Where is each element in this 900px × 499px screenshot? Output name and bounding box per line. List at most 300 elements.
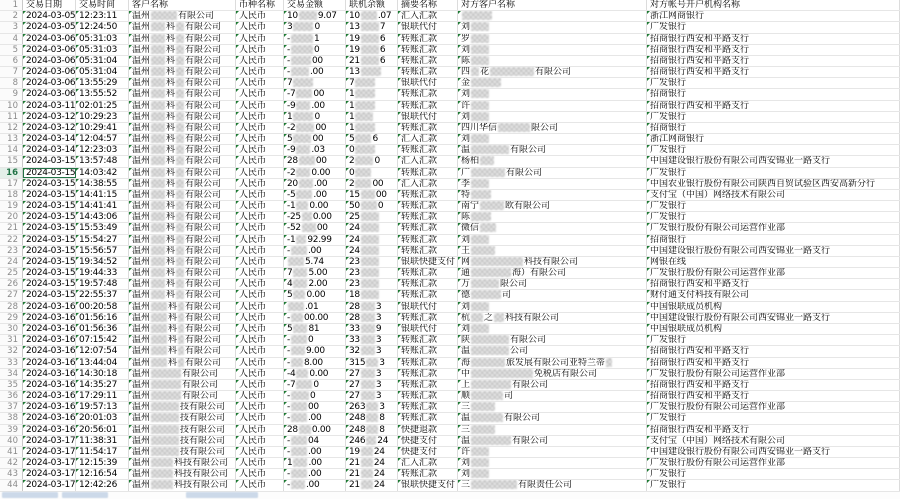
cell-balance[interactable]: 27 3 [346, 391, 398, 401]
cell-bank[interactable]: 广发银行股份有限公司运营作业部 [647, 458, 900, 468]
cell-currency[interactable]: 人民币 [236, 257, 284, 267]
cell-summary[interactable]: 转账汇款 [398, 56, 458, 66]
cell-bank[interactable]: 广发银行股份有限公司运营作业部 [647, 369, 900, 379]
cell-balance[interactable]: 33 9 [346, 324, 398, 334]
cell-bank[interactable]: 招商银行 [647, 89, 900, 99]
row-number[interactable]: 9 [0, 89, 23, 99]
cell-counterparty[interactable]: 许 [458, 447, 647, 457]
cell-customer[interactable]: 温州 科 有限公司 [129, 324, 236, 334]
cell-time[interactable]: 05:31:03 [76, 45, 129, 55]
cell-date[interactable]: 2024-03-16 [23, 335, 76, 345]
row-number[interactable]: 32 [0, 346, 23, 356]
cell-customer[interactable]: 温州 科 有限公司 [129, 190, 236, 200]
cell-time[interactable]: 11:38:31 [76, 436, 129, 446]
cell-date[interactable]: 2024-03-06 [23, 67, 76, 77]
cell-amount[interactable]: -25 0.00 [284, 212, 346, 222]
cell-balance[interactable]: 0 [346, 168, 398, 178]
cell-counterparty[interactable]: 刘 [458, 302, 647, 312]
cell-date[interactable]: 2024-03-06 [23, 56, 76, 66]
cell-amount[interactable]: -1 0.00 [284, 201, 346, 211]
cell-summary[interactable]: 快捷支付 [398, 436, 458, 446]
cell-bank[interactable]: 广发银行股份有限公司运营作业部 [647, 223, 900, 233]
row-number[interactable]: 35 [0, 380, 23, 390]
cell-date[interactable]: 2024-03-14 [23, 145, 76, 155]
cell-balance[interactable]: 28 3 [346, 302, 398, 312]
cell-bank[interactable]: 招商银行西安和平路支行 [647, 391, 900, 401]
cell-currency[interactable]: 人民币 [236, 67, 284, 77]
row-number[interactable]: 7 [0, 67, 23, 77]
cell-balance[interactable]: 24 [346, 235, 398, 245]
cell-balance[interactable]: 19 6 [346, 34, 398, 44]
row-number[interactable]: 20 [0, 212, 23, 222]
cell-date[interactable]: 2024-03-15 [23, 235, 76, 245]
cell-customer[interactable]: 温州 技有限公司 [129, 402, 236, 412]
cell-currency[interactable]: 人民币 [236, 413, 284, 423]
row-number[interactable]: 14 [0, 145, 23, 155]
cell-customer[interactable]: 温州 科 有限公司 [129, 56, 236, 66]
cell-summary[interactable]: 汇入汇款 [398, 11, 458, 21]
cell-currency[interactable]: 人民币 [236, 223, 284, 233]
cell-customer[interactable]: 温州 科 有限公司 [129, 22, 236, 32]
cell-date[interactable]: 2024-03-17 [23, 480, 76, 490]
cell-currency[interactable]: 人民币 [236, 458, 284, 468]
cell-summary[interactable]: 银联代付 [398, 78, 458, 88]
cell-balance[interactable]: 24 [346, 246, 398, 256]
cell-time[interactable]: 14:38:55 [76, 179, 129, 189]
cell-currency[interactable]: 人民币 [236, 302, 284, 312]
cell-balance[interactable]: 18 [346, 290, 398, 300]
cell-balance[interactable]: 2 00 [346, 179, 398, 189]
cell-customer[interactable]: 温州 科 有限公司 [129, 34, 236, 44]
cell-amount[interactable]: - .00 [284, 469, 346, 479]
cell-currency[interactable]: 人民币 [236, 212, 284, 222]
cell-date[interactable]: 2024-03-17 [23, 469, 76, 479]
cell-time[interactable]: 14:35:27 [76, 380, 129, 390]
row-number[interactable]: 31 [0, 335, 23, 345]
cell-summary[interactable]: 转账汇款 [398, 380, 458, 390]
cell-counterparty[interactable]: 温 有限公司 [458, 145, 647, 155]
cell-amount[interactable]: 28 0.00 [284, 425, 346, 435]
cell-date[interactable]: 2024-03-16 [23, 402, 76, 412]
cell-amount[interactable]: - 00 [284, 402, 346, 412]
cell-bank[interactable]: 招商银行西安和平路支行 [647, 45, 900, 55]
cell-bank[interactable]: 浙江网商银行 [647, 11, 900, 21]
cell-bank[interactable]: 招商银行西安和平路支行 [647, 346, 900, 356]
cell-date[interactable]: 2024-03-17 [23, 436, 76, 446]
row-number[interactable]: 1 [0, 0, 23, 10]
cell-amount[interactable]: 1 .00 [284, 458, 346, 468]
cell-amount[interactable]: -9 .03 [284, 145, 346, 155]
cell-summary[interactable]: 转账汇款 [398, 145, 458, 155]
cell-time[interactable]: 12:42:26 [76, 480, 129, 490]
cell-balance[interactable]: 21 24 [346, 458, 398, 468]
cell-counterparty[interactable]: 刘 [458, 45, 647, 55]
cell-customer[interactable]: 温州 科技有限公司 [129, 458, 236, 468]
cell-amount[interactable]: -2 0.00 [284, 168, 346, 178]
cell-date[interactable]: 2024-03-06 [23, 89, 76, 99]
cell-time[interactable]: 05:31:04 [76, 56, 129, 66]
cell-amount[interactable]: -2 00 [284, 123, 346, 133]
cell-amount[interactable]: 5.74 [284, 257, 346, 267]
cell-balance[interactable]: 248 8 [346, 425, 398, 435]
cell-date[interactable]: 2024-03-06 [23, 45, 76, 55]
cell-summary[interactable]: 转账汇款 [398, 67, 458, 77]
cell-counterparty[interactable]: 杭 之 科技有限公司 [458, 313, 647, 323]
cell-currency[interactable]: 人民币 [236, 168, 284, 178]
row-number[interactable]: 18 [0, 190, 23, 200]
cell-balance[interactable]: 1 [346, 101, 398, 111]
row-number[interactable]: 12 [0, 123, 23, 133]
cell-summary[interactable]: 转账汇款 [398, 313, 458, 323]
cell-bank[interactable]: 招商银行西安和平路支行 [647, 279, 900, 289]
cell-amount[interactable]: 4 2.00 [284, 279, 346, 289]
cell-bank[interactable]: 广发银行 [647, 168, 900, 178]
row-number[interactable]: 33 [0, 358, 23, 368]
cell-customer[interactable]: 温州 技有限公司 [129, 447, 236, 457]
cell-bank[interactable]: 支付宝（中国）网络技术有限公司 [647, 190, 900, 200]
cell-balance[interactable]: 21 24 [346, 480, 398, 490]
cell-currency[interactable]: 人民币 [236, 480, 284, 490]
cell-balance[interactable]: 10 .07 [346, 11, 398, 21]
cell-balance[interactable]: 263 3 [346, 402, 398, 412]
cell-bank[interactable]: 支付宝（中国）网络技术有限公司 [647, 436, 900, 446]
cell-customer[interactable]: 温州 科 有限公司 [129, 134, 236, 144]
row-number[interactable]: 2 [0, 11, 23, 21]
cell-summary[interactable]: 转账汇款 [398, 201, 458, 211]
cell-amount[interactable]: - 00.00 [284, 313, 346, 323]
row-number[interactable]: 27 [0, 290, 23, 300]
cell-date[interactable]: 2024-03-16 [23, 313, 76, 323]
cell-currency[interactable]: 人民币 [236, 290, 284, 300]
cell-customer[interactable]: 温州 科 有限公司 [129, 201, 236, 211]
cell-amount[interactable]: - 1 [284, 34, 346, 44]
cell-summary[interactable]: 转账汇款 [398, 168, 458, 178]
cell-counterparty[interactable]: 微信 [458, 223, 647, 233]
cell-balance[interactable]: 50 0 [346, 201, 398, 211]
cell-amount[interactable]: 10 9.07 [284, 11, 346, 21]
cell-bank[interactable]: 广发银行 [647, 335, 900, 345]
cell-currency[interactable]: 人民币 [236, 22, 284, 32]
cell-time[interactable]: 13:55:29 [76, 78, 129, 88]
cell-currency[interactable]: 人民币 [236, 123, 284, 133]
cell-balance[interactable]: 13 [346, 67, 398, 77]
cell-date[interactable]: 2024-03-16 [23, 413, 76, 423]
cell-time[interactable]: 11:54:17 [76, 447, 129, 457]
cell-customer[interactable]: 温州 科 有限公司 [129, 67, 236, 77]
row-number[interactable]: 28 [0, 302, 23, 312]
cell-date[interactable]: 2024-03-12 [23, 123, 76, 133]
cell-amount[interactable]: 28 00 [284, 156, 346, 166]
cell-summary[interactable]: 汇入汇款 [398, 134, 458, 144]
column-header-counterparty[interactable]: 对方客户名称 [458, 0, 647, 10]
row-number[interactable]: 16 [0, 168, 23, 178]
cell-counterparty[interactable]: 万 限公司 [458, 279, 647, 289]
cell-counterparty[interactable]: 温 公司 [458, 346, 647, 356]
cell-bank[interactable]: 广发银行 [647, 413, 900, 423]
cell-amount[interactable]: -7 00 [284, 89, 346, 99]
cell-date[interactable]: 2024-03-15 [23, 156, 76, 166]
cell-summary[interactable]: 银联代付 [398, 22, 458, 32]
cell-balance[interactable]: 315 3 [346, 358, 398, 368]
cell-currency[interactable]: 人民币 [236, 380, 284, 390]
cell-summary[interactable]: 转账汇款 [398, 190, 458, 200]
cell-time[interactable]: 01:56:16 [76, 313, 129, 323]
row-number[interactable]: 21 [0, 223, 23, 233]
cell-bank[interactable]: 网银在线 [647, 257, 900, 267]
cell-date[interactable]: 2024-03-15 [23, 179, 76, 189]
row-number[interactable]: 30 [0, 324, 23, 334]
cell-time[interactable]: 19:44:33 [76, 268, 129, 278]
cell-balance[interactable]: 28 3 [346, 313, 398, 323]
cell-balance[interactable]: 27 3 [346, 380, 398, 390]
cell-counterparty[interactable]: 杨柏 [458, 156, 647, 166]
cell-counterparty[interactable]: 通 海）有限公司 [458, 268, 647, 278]
cell-counterparty[interactable]: 刘 [458, 469, 647, 479]
cell-amount[interactable]: - .00 [284, 413, 346, 423]
cell-summary[interactable]: 转账汇款 [398, 45, 458, 55]
cell-customer[interactable]: 温州 技有限公司 [129, 425, 236, 435]
row-number[interactable]: 11 [0, 112, 23, 122]
cell-bank[interactable]: 广发银行股份有限公司运营作业部 [647, 268, 900, 278]
cell-counterparty[interactable]: 特 [458, 190, 647, 200]
cell-currency[interactable]: 人民币 [236, 469, 284, 479]
row-number[interactable]: 43 [0, 469, 23, 479]
cell-date[interactable]: 2024-03-15 [23, 257, 76, 267]
cell-summary[interactable]: 转账汇款 [398, 346, 458, 356]
cell-counterparty[interactable]: 金 [458, 78, 647, 88]
cell-counterparty[interactable]: 广 有限公司 [458, 168, 647, 178]
cell-time[interactable]: 10:29:23 [76, 112, 129, 122]
cell-date[interactable]: 2024-03-15 [23, 246, 76, 256]
cell-customer[interactable]: 温州 科 有限公司 [129, 346, 236, 356]
cell-bank[interactable]: 招商银行西安和平路支行 [647, 56, 900, 66]
cell-date[interactable]: 2024-03-16 [23, 380, 76, 390]
cell-bank[interactable]: 广发银行 [647, 145, 900, 155]
cell-summary[interactable]: 转账汇款 [398, 123, 458, 133]
cell-bank[interactable]: 中国农业银行股份有限公司陕西自贸试验区西安高新分行 [647, 179, 900, 189]
cell-currency[interactable]: 人民币 [236, 179, 284, 189]
cell-time[interactable]: 07:15:42 [76, 335, 129, 345]
cell-bank[interactable]: 招商银行西安和平路支行 [647, 34, 900, 44]
cell-currency[interactable]: 人民币 [236, 436, 284, 446]
cell-summary[interactable]: 转账汇款 [398, 246, 458, 256]
cell-bank[interactable]: 中国建设银行股份有限公司西安锦业一路支行 [647, 156, 900, 166]
cell-bank[interactable]: 中国银联成员机构 [647, 302, 900, 312]
cell-amount[interactable]: -5 .00 [284, 190, 346, 200]
cell-balance[interactable]: 5 6 [346, 134, 398, 144]
cell-bank[interactable]: 广发银行 [647, 201, 900, 211]
cell-amount[interactable]: - .00 [284, 447, 346, 457]
cell-date[interactable]: 2024-03-15 [23, 190, 76, 200]
cell-amount[interactable]: - 9.00 [284, 346, 346, 356]
cell-customer[interactable]: 温州 科 有限公司 [129, 78, 236, 88]
cell-time[interactable]: 19:57:48 [76, 279, 129, 289]
cell-counterparty[interactable]: 刘 [458, 22, 647, 32]
cell-time[interactable]: 22:55:37 [76, 290, 129, 300]
cell-time[interactable]: 19:57:13 [76, 402, 129, 412]
cell-counterparty[interactable]: 陕 有限公司 [458, 335, 647, 345]
cell-currency[interactable]: 人民币 [236, 369, 284, 379]
row-number[interactable]: 41 [0, 447, 23, 457]
cell-date[interactable]: 2024-03-17 [23, 447, 76, 457]
cell-amount[interactable]: 1 0 [284, 112, 346, 122]
cell-bank[interactable]: 中国建设银行股份有限公司西安锦业一路支行 [647, 246, 900, 256]
cell-bank[interactable]: 招商银行西安和平路支行 [647, 358, 900, 368]
column-header-time[interactable]: 交易时间 [76, 0, 129, 10]
row-number[interactable]: 19 [0, 201, 23, 211]
cell-summary[interactable]: 快捷支付 [398, 447, 458, 457]
cell-balance[interactable]: 23 [346, 257, 398, 267]
cell-currency[interactable]: 人民币 [236, 11, 284, 21]
cell-summary[interactable]: 银联代付 [398, 324, 458, 334]
cell-balance[interactable]: 7 [346, 78, 398, 88]
cell-currency[interactable]: 人民币 [236, 335, 284, 345]
row-number[interactable]: 26 [0, 279, 23, 289]
cell-time[interactable]: 13:44:04 [76, 358, 129, 368]
column-header-summary[interactable]: 摘要名称 [398, 0, 458, 10]
cell-bank[interactable]: 广发银行 [647, 22, 900, 32]
cell-summary[interactable]: 银联代付 [398, 112, 458, 122]
cell-date[interactable]: 2024-03-17 [23, 458, 76, 468]
cell-summary[interactable]: 银联快捷支付 [398, 480, 458, 490]
row-number[interactable]: 10 [0, 101, 23, 111]
cell-date[interactable]: 2024-03-15 [23, 168, 76, 178]
cell-balance[interactable]: 25 [346, 212, 398, 222]
cell-summary[interactable]: 转账汇款 [398, 369, 458, 379]
cell-bank[interactable]: 广发银行 [647, 78, 900, 88]
cell-amount[interactable]: .01 [284, 302, 346, 312]
cell-bank[interactable]: 广发银行 [647, 480, 900, 490]
cell-counterparty[interactable]: 刘 [458, 112, 647, 122]
cell-currency[interactable]: 人民币 [236, 313, 284, 323]
cell-counterparty[interactable]: 罗 [458, 34, 647, 44]
cell-balance[interactable]: 248 8 [346, 413, 398, 423]
cell-summary[interactable]: 转账汇款 [398, 358, 458, 368]
cell-currency[interactable]: 人民币 [236, 112, 284, 122]
cell-counterparty[interactable]: 陈 [458, 56, 647, 66]
cell-currency[interactable]: 人民币 [236, 346, 284, 356]
cell-bank[interactable]: 招商银行西安和平路支行 [647, 425, 900, 435]
row-number[interactable]: 22 [0, 235, 23, 245]
row-number[interactable]: 13 [0, 134, 23, 144]
cell-bank[interactable]: 广发银行 [647, 469, 900, 479]
cell-time[interactable]: 10:29:41 [76, 123, 129, 133]
cell-date[interactable]: 2024-03-14 [23, 134, 76, 144]
column-header-balance[interactable]: 联机余额 [346, 0, 398, 10]
cell-date[interactable]: 2024-03-06 [23, 78, 76, 88]
cell-customer[interactable]: 温州 科 有限公司 [129, 302, 236, 312]
cell-customer[interactable]: 温州 科技有限公司 [129, 480, 236, 490]
cell-currency[interactable]: 人民币 [236, 358, 284, 368]
cell-counterparty[interactable]: 三 [458, 402, 647, 412]
cell-balance[interactable]: 0 [346, 145, 398, 155]
cell-summary[interactable]: 转账汇款 [398, 223, 458, 233]
cell-counterparty[interactable] [458, 11, 647, 21]
cell-balance[interactable]: 27 3 [346, 369, 398, 379]
cell-date[interactable]: 2024-03-16 [23, 425, 76, 435]
cell-counterparty[interactable]: 刘 [458, 235, 647, 245]
cell-currency[interactable]: 人民币 [236, 134, 284, 144]
cell-time[interactable]: 14:41:15 [76, 190, 129, 200]
cell-balance[interactable]: 23 [346, 268, 398, 278]
cell-date[interactable]: 2024-03-06 [23, 34, 76, 44]
cell-bank[interactable]: 中国银联成员机构 [647, 324, 900, 334]
cell-time[interactable]: 12:23:03 [76, 145, 129, 155]
cell-bank[interactable]: 招商银行 [647, 235, 900, 245]
cell-date[interactable]: 2024-03-16 [23, 358, 76, 368]
cell-bank[interactable]: 招商银行西安和平路支行 [647, 380, 900, 390]
cell-customer[interactable]: 温州 科 有限公司 [129, 212, 236, 222]
cell-time[interactable]: 20:01:03 [76, 413, 129, 423]
cell-counterparty[interactable]: 中 免税店有限公司 [458, 369, 647, 379]
cell-counterparty[interactable]: 李 [458, 179, 647, 189]
cell-currency[interactable]: 人民币 [236, 156, 284, 166]
cell-date[interactable]: 2024-03-05 [23, 22, 76, 32]
row-number[interactable]: 42 [0, 458, 23, 468]
cell-amount[interactable]: 5 81 [284, 324, 346, 334]
row-number[interactable]: 17 [0, 179, 23, 189]
cell-currency[interactable]: 人民币 [236, 235, 284, 245]
cell-balance[interactable]: 21 6 [346, 56, 398, 66]
cell-customer[interactable]: 温州 科 有限公司 [129, 112, 236, 122]
cell-counterparty[interactable]: 刘 [458, 134, 647, 144]
cell-counterparty[interactable]: 温 有限公司 [458, 413, 647, 423]
cell-date[interactable]: 2024-03-05 [23, 11, 76, 21]
cell-summary[interactable]: 转账汇款 [398, 279, 458, 289]
cell-amount[interactable]: - 0 [284, 391, 346, 401]
cell-counterparty[interactable]: 刘 [458, 458, 647, 468]
cell-bank[interactable]: 财付通支付科技有限公司 [647, 290, 900, 300]
cell-currency[interactable]: 人民币 [236, 447, 284, 457]
cell-customer[interactable]: 温州 技有限公司 [129, 413, 236, 423]
cell-amount[interactable]: -4 0.00 [284, 369, 346, 379]
cell-counterparty[interactable]: 刘 [458, 89, 647, 99]
cell-summary[interactable]: 转账汇款 [398, 290, 458, 300]
cell-amount[interactable]: - .00 [284, 246, 346, 256]
cell-time[interactable]: 15:53:49 [76, 223, 129, 233]
cell-date[interactable]: 2024-03-15 [23, 290, 76, 300]
column-header-bank[interactable]: 对方帐号开户机构名称 [647, 0, 900, 10]
cell-date[interactable]: 2024-03-12 [23, 112, 76, 122]
cell-balance[interactable]: 13 7 [346, 22, 398, 32]
cell-date[interactable]: 2024-03-15 [23, 201, 76, 211]
cell-summary[interactable]: 转账汇款 [398, 89, 458, 99]
cell-bank[interactable]: 广发银行股份有限公司运营作业部 [647, 402, 900, 412]
cell-counterparty[interactable]: 网 科技有限公司 [458, 257, 647, 267]
cell-balance[interactable]: 1 [346, 89, 398, 99]
cell-bank[interactable]: 招商银行西安和平路支行 [647, 67, 900, 77]
cell-amount[interactable]: - 04 [284, 436, 346, 446]
cell-balance[interactable]: 19 6 [346, 45, 398, 55]
cell-counterparty[interactable]: 三 有限责任公司 [458, 480, 647, 490]
cell-balance[interactable]: 2 0 [346, 156, 398, 166]
row-number[interactable]: 24 [0, 257, 23, 267]
cell-date[interactable]: 2024-03-15 [23, 268, 76, 278]
cell-date[interactable]: 2024-03-15 [23, 212, 76, 222]
cell-bank[interactable]: 招商银行 [647, 123, 900, 133]
cell-amount[interactable]: 7 [284, 78, 346, 88]
cell-currency[interactable]: 人民币 [236, 56, 284, 66]
cell-counterparty[interactable]: 四川华信 限公司 [458, 123, 647, 133]
cell-amount[interactable]: -1 92.99 [284, 235, 346, 245]
cell-summary[interactable]: 转账汇款 [398, 34, 458, 44]
cell-summary[interactable]: 转账汇款 [398, 268, 458, 278]
cell-time[interactable]: 15:56:57 [76, 246, 129, 256]
cell-currency[interactable]: 人民币 [236, 101, 284, 111]
cell-currency[interactable]: 人民币 [236, 145, 284, 155]
cell-balance[interactable]: 33 3 [346, 335, 398, 345]
cell-customer[interactable]: 温州 有限公司 [129, 380, 236, 390]
